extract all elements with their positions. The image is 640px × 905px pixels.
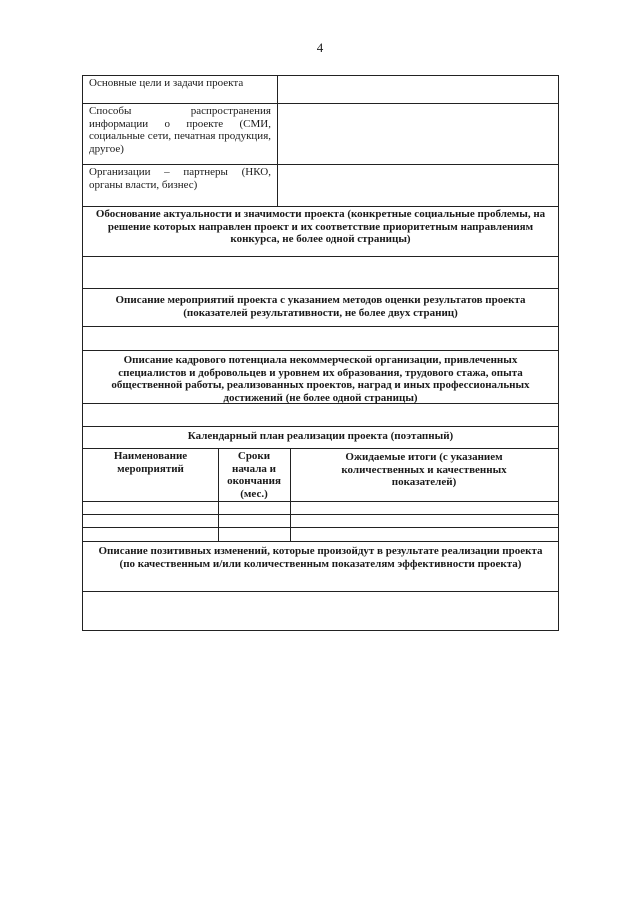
section-calendar-header [83,426,558,448]
col-header-dates: Сроки начала и окончания (мес.) [227,450,281,500]
section-activities-header [83,288,558,326]
section-changes-body [83,591,558,631]
heading-calendar: Календарный план реализации проекта (поэтапный) [187,430,454,442]
label-goals: Основные цели и задачи проекта [83,76,278,103]
section-activities-body [83,326,558,350]
section-changes-header [83,541,558,591]
section-staff-body [83,403,558,426]
row-dissemination [83,103,558,164]
label-partners: Организации – партнеры (НКО, органы власти, бизнес) [83,165,278,206]
section-relevance-header [83,206,558,256]
row-goals [83,76,558,103]
heading-relevance: Обоснование актуальности и значимости проекта (конкретные социальные проблемы, на решение которых направлен проект и их соответствие приоритетным направлениям конкурса, не более одной страницы) [95,208,546,245]
page-number: 4 [316,40,324,55]
row-partners [83,164,558,206]
section-relevance-body [83,256,558,288]
calendar-row-line-3 [83,527,558,528]
label-dissemination: Способы распространения информации о проекте (СМИ, социальные сети, печатная продукция, другое) [83,104,278,164]
calendar-row-line-2 [83,514,558,515]
col-header-events: Наименование мероприятий [113,450,188,475]
heading-changes: Описание позитивных изменений, которые произойдут в результате реализации проекта (по качественным и/или количественным показателям эффективности проекта) [98,545,543,570]
calendar-row-line-1 [83,501,558,502]
section-staff-header [83,350,558,403]
application-form-table [82,75,559,631]
heading-staff: Описание кадрового потенциала некоммерческой организации, привлеченных специалистов и добровольцев и уровнем их образования, трудового стажа, опыта общественной работы, реализованных проектов, наград и иных профессиональных достижений (не более одной страницы) [111,354,530,404]
heading-activities: Описание мероприятий проекта с указанием методов оценки результатов проекта (показателей результативности, не более двух страниц) [115,294,526,319]
col-header-results: Ожидаемые итоги (с указанием количественных и качественных показателей) [341,451,507,488]
calendar-table [83,448,558,541]
